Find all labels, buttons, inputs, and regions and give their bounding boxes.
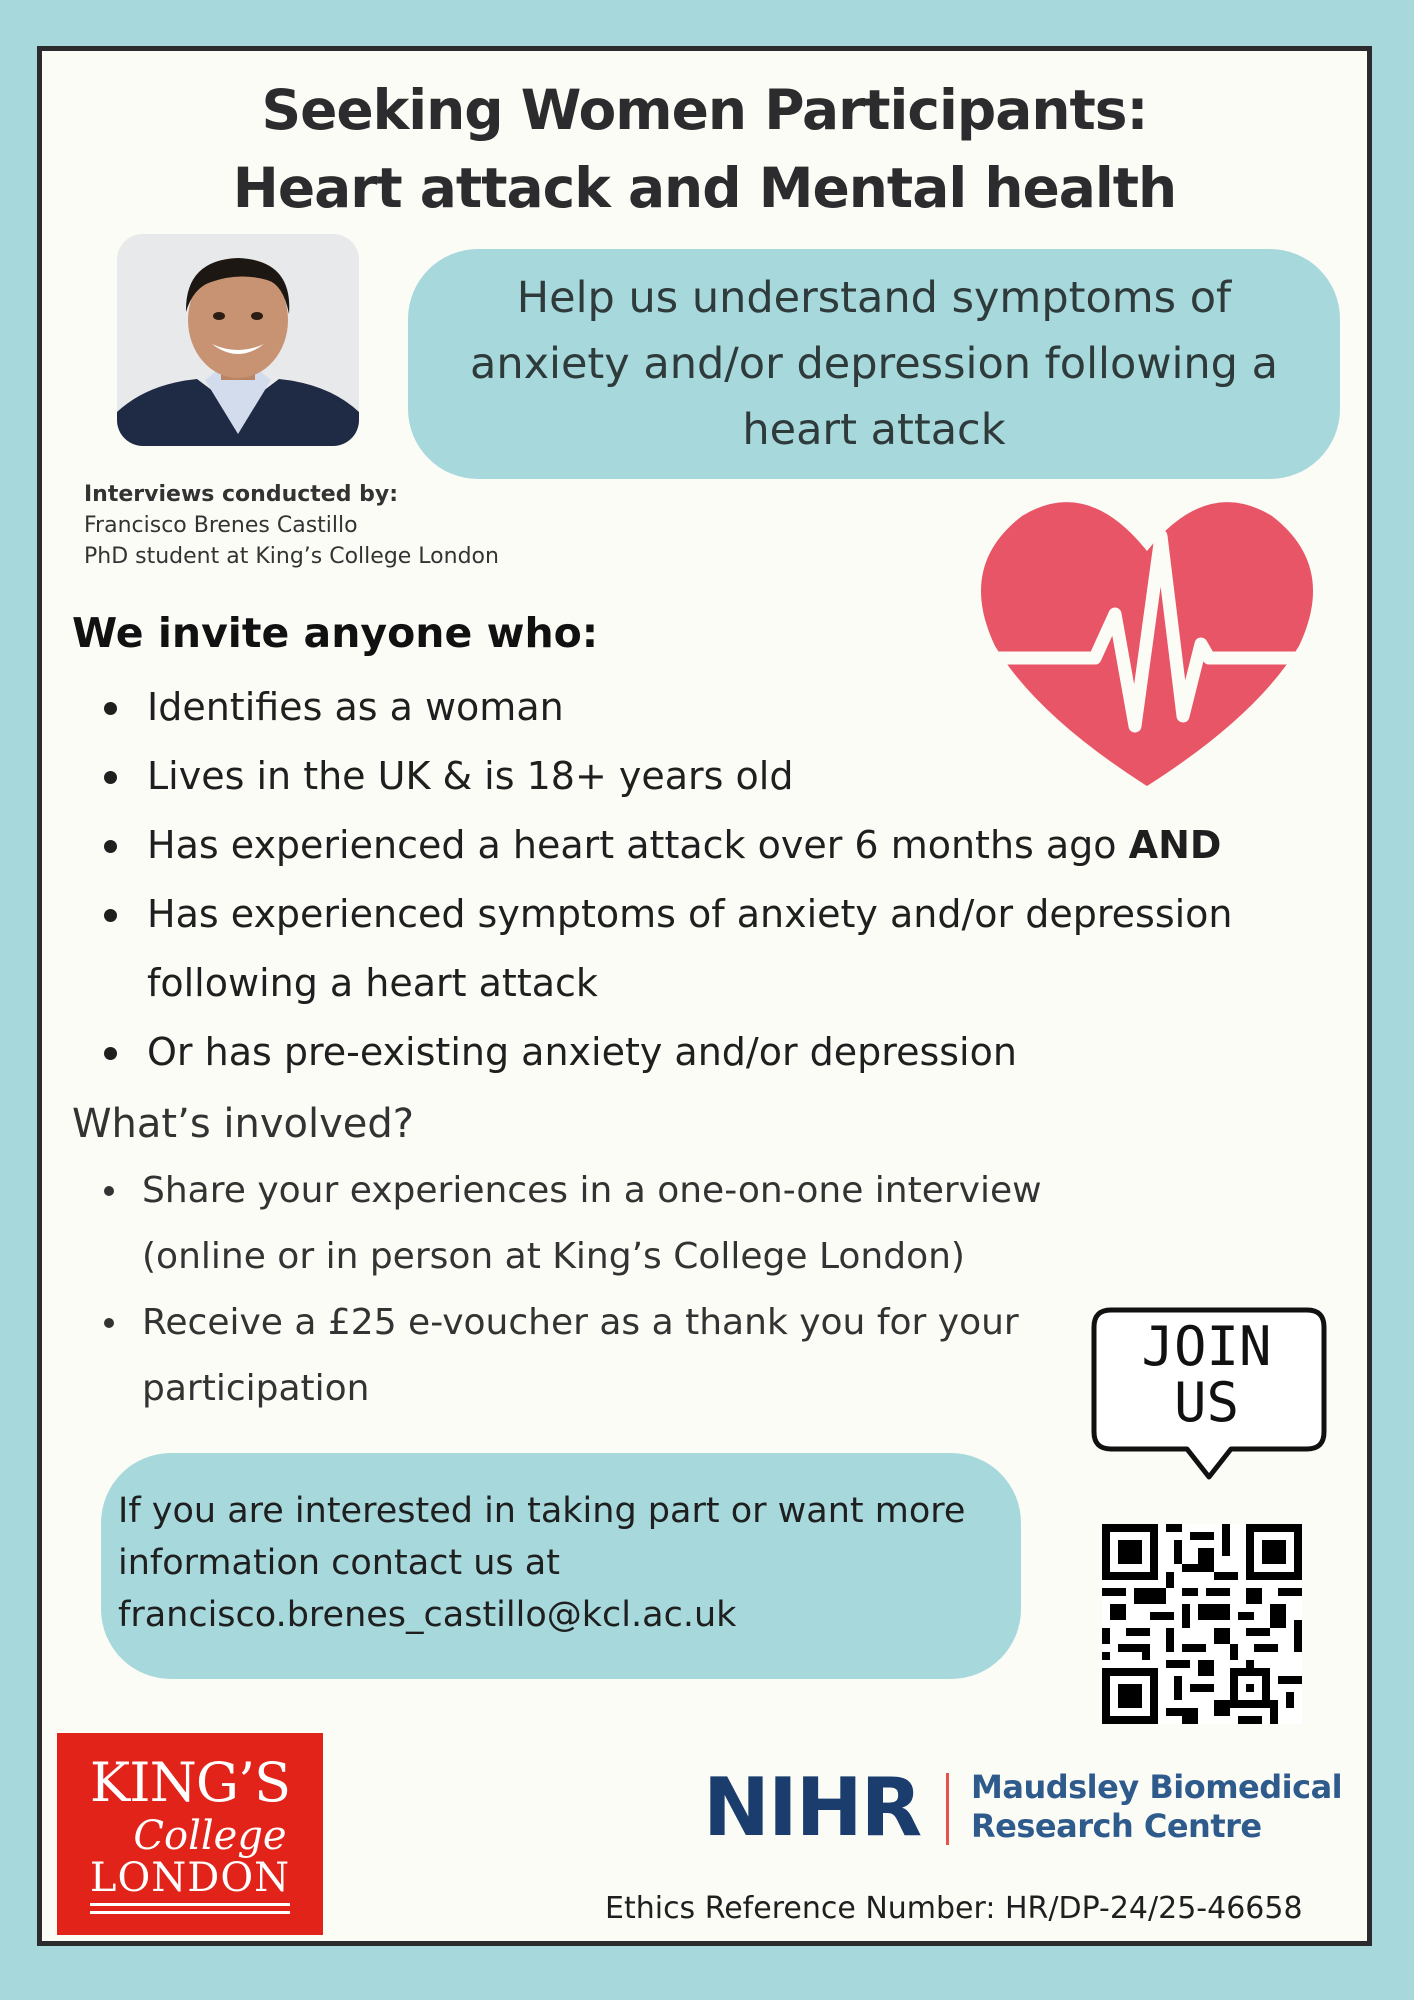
invite-heading: We invite anyone who: [72,609,599,657]
page-title [42,71,1367,227]
list-item: Has experienced symptoms of anxiety and/or depression following a heart attack [72,880,1342,1018]
nihr-logo-mark: NIHR [703,1761,921,1854]
interviewer-credit [84,479,499,572]
list-item: Or has pre-existing anxiety and/or depression [72,1018,1342,1087]
title-line-2: Heart attack and Mental health [232,156,1177,220]
interviewer-role: PhD student at King’s College London [84,544,499,569]
contact-callout [101,1453,1021,1679]
list-item: Identifies as a woman [72,673,1342,742]
interviewer-photo [117,234,359,446]
kings-college-london-logo: KING’S College LONDON [57,1733,323,1935]
involved-heading: What’s involved? [72,1101,414,1147]
qr-code[interactable] [1102,1524,1302,1724]
criteria-list [72,673,1342,1087]
list-item: Lives in the UK & is 18+ years old [72,742,1342,811]
contact-line-2: information contact us at [118,1543,560,1583]
maudsley-brc-name: Maudsley Biomedical Research Centre [971,1768,1343,1845]
title-line-1: Seeking Women Participants: [261,78,1148,142]
list-item: Has experienced a heart attack over 6 months ago AND [72,811,1342,880]
list-item: Receive a £25 e-voucher as a thank you for your participation [72,1290,1082,1422]
emphasis-and: AND [1128,823,1222,867]
interviewer-name: Francisco Brenes Castillo [84,513,358,538]
logo-divider [946,1773,949,1845]
ethics-reference: Ethics Reference Number: HR/DP-24/25-46658 [605,1891,1303,1926]
join-us-label: JOIN US [1141,1315,1272,1434]
contact-email[interactable]: francisco.brenes_castillo@kcl.ac.uk [118,1595,737,1635]
contact-line-1: If you are interested in taking part or want more [118,1491,966,1531]
involved-list [72,1158,1082,1422]
list-item: Share your experiences in a one-on-one interview (online or in person at King’s College London) [72,1158,1082,1290]
tagline-callout [408,249,1340,479]
poster [37,46,1372,1946]
tagline-text: Help us understand symptoms of anxiety and/or depression following a heart attack [469,273,1278,455]
interviewer-lead: Interviews conducted by: [84,482,399,507]
